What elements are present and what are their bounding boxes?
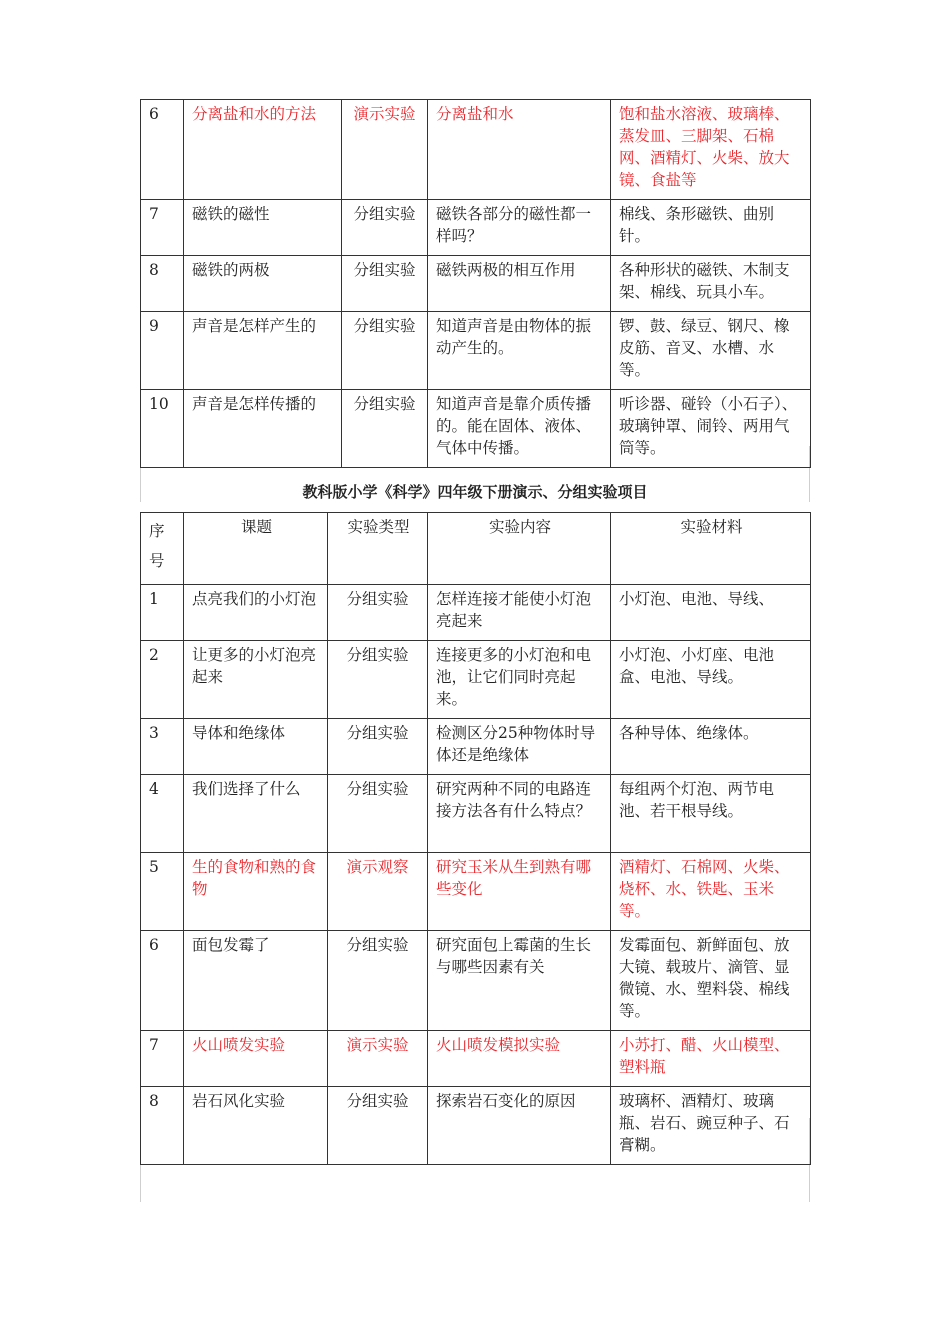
cell-topic: 分离盐和水的方法	[184, 100, 342, 200]
cell-materials: 棉线、条形磁铁、曲别针。	[611, 200, 811, 256]
cell-topic: 磁铁的两极	[184, 256, 342, 312]
cell-num: 7	[141, 200, 184, 256]
cell-topic: 我们选择了什么	[184, 775, 328, 853]
cell-type: 分组实验	[342, 312, 428, 390]
cell-type: 分组实验	[328, 585, 428, 641]
cell-content: 分离盐和水	[428, 100, 611, 200]
table-row	[141, 390, 811, 468]
cell-content: 探索岩石变化的原因	[428, 1087, 611, 1165]
cell-type: 分组实验	[328, 775, 428, 853]
cell-type: 演示实验	[328, 1031, 428, 1087]
cell-materials: 发霉面包、新鲜面包、放大镜、载玻片、滴管、显微镜、水、塑料袋、棉线等。	[611, 931, 811, 1031]
cell-num: 1	[141, 585, 184, 641]
table-row	[141, 585, 811, 641]
cell-type: 分组实验	[328, 931, 428, 1031]
cell-num: 4	[141, 775, 184, 853]
cell-type: 演示实验	[342, 100, 428, 200]
header-topic: 课题	[184, 513, 328, 585]
cell-num: 2	[141, 641, 184, 719]
cell-type: 分组实验	[342, 390, 428, 468]
cell-content: 磁铁两极的相互作用	[428, 256, 611, 312]
table-header-row	[141, 513, 811, 585]
table-row	[141, 931, 811, 1031]
cell-num: 9	[141, 312, 184, 390]
table-row	[141, 1031, 811, 1087]
cell-materials: 小灯泡、电池、导线、	[611, 585, 811, 641]
header-materials: 实验材料	[611, 513, 811, 585]
header-num: 序号	[141, 513, 184, 585]
table-row	[141, 719, 811, 775]
cell-materials: 锣、鼓、绿豆、钢尺、橡皮筋、音叉、水槽、水等。	[611, 312, 811, 390]
cell-num: 7	[141, 1031, 184, 1087]
cell-content: 知道声音是由物体的振动产生的。	[428, 312, 611, 390]
cell-topic: 让更多的小灯泡亮起来	[184, 641, 328, 719]
experiment-table-grade4-vol2	[140, 512, 811, 1165]
experiment-table-part1	[140, 99, 811, 468]
cell-topic: 声音是怎样传播的	[184, 390, 342, 468]
cell-content: 研究玉米从生到熟有哪些变化	[428, 853, 611, 931]
cell-content: 检测区分25种物体时导体还是绝缘体	[428, 719, 611, 775]
table-row	[141, 256, 811, 312]
cell-type: 分组实验	[328, 719, 428, 775]
table-row	[141, 641, 811, 719]
cell-materials: 每组两个灯泡、两节电池、若干根导线。	[611, 775, 811, 853]
cell-topic: 磁铁的磁性	[184, 200, 342, 256]
table-row	[141, 312, 811, 390]
cell-topic: 火山喷发实验	[184, 1031, 328, 1087]
cell-topic: 点亮我们的小灯泡	[184, 585, 328, 641]
cell-num: 6	[141, 100, 184, 200]
cell-num: 3	[141, 719, 184, 775]
cell-type: 分组实验	[342, 256, 428, 312]
table-row	[141, 1087, 811, 1165]
cell-num: 8	[141, 256, 184, 312]
cell-materials: 小苏打、醋、火山模型、塑料瓶	[611, 1031, 811, 1087]
cell-materials: 各种导体、绝缘体。	[611, 719, 811, 775]
cell-topic: 生的食物和熟的食物	[184, 853, 328, 931]
cell-content: 研究面包上霉菌的生长与哪些因素有关	[428, 931, 611, 1031]
header-type: 实验类型	[328, 513, 428, 585]
cell-content: 磁铁各部分的磁性都一样吗？	[428, 200, 611, 256]
cell-content: 怎样连接才能使小灯泡亮起来	[428, 585, 611, 641]
table-row	[141, 200, 811, 256]
cell-materials: 饱和盐水溶液、玻璃棒、蒸发皿、三脚架、石棉网、酒精灯、火柴、放大镜、食盐等	[611, 100, 811, 200]
cell-num: 10	[141, 390, 184, 468]
cell-type: 演示观察	[328, 853, 428, 931]
cell-type: 分组实验	[342, 200, 428, 256]
cell-num: 5	[141, 853, 184, 931]
cell-topic: 导体和绝缘体	[184, 719, 328, 775]
header-content: 实验内容	[428, 513, 611, 585]
cell-materials: 玻璃杯、酒精灯、玻璃瓶、岩石、豌豆种子、石膏糊。	[611, 1087, 811, 1165]
cell-content: 火山喷发模拟实验	[428, 1031, 611, 1087]
cell-type: 分组实验	[328, 1087, 428, 1165]
cell-topic: 岩石风化实验	[184, 1087, 328, 1165]
cell-type: 分组实验	[328, 641, 428, 719]
cell-topic: 声音是怎样产生的	[184, 312, 342, 390]
table-row	[141, 100, 811, 200]
cell-num: 6	[141, 931, 184, 1031]
cell-materials: 酒精灯、石棉网、火柴、烧杯、水、铁匙、玉米等。	[611, 853, 811, 931]
cell-content: 知道声音是靠介质传播的。能在固体、液体、气体中传播。	[428, 390, 611, 468]
table-row	[141, 775, 811, 853]
table2-title: 教科版小学《科学》四年级下册演示、分组实验项目	[302, 483, 648, 501]
cell-num: 8	[141, 1087, 184, 1165]
cell-content: 连接更多的小灯泡和电池，让它们同时亮起来。	[428, 641, 611, 719]
cell-materials: 听诊器、碰铃（小石子）、玻璃钟罩、闹铃、两用气筒等。	[611, 390, 811, 468]
cell-materials: 小灯泡、小灯座、电池盒、电池、导线。	[611, 641, 811, 719]
cell-content: 研究两种不同的电路连接方法各有什么特点？	[428, 775, 611, 853]
cell-materials: 各种形状的磁铁、木制支架、棉线、玩具小车。	[611, 256, 811, 312]
table-row	[141, 853, 811, 931]
cell-topic: 面包发霉了	[184, 931, 328, 1031]
